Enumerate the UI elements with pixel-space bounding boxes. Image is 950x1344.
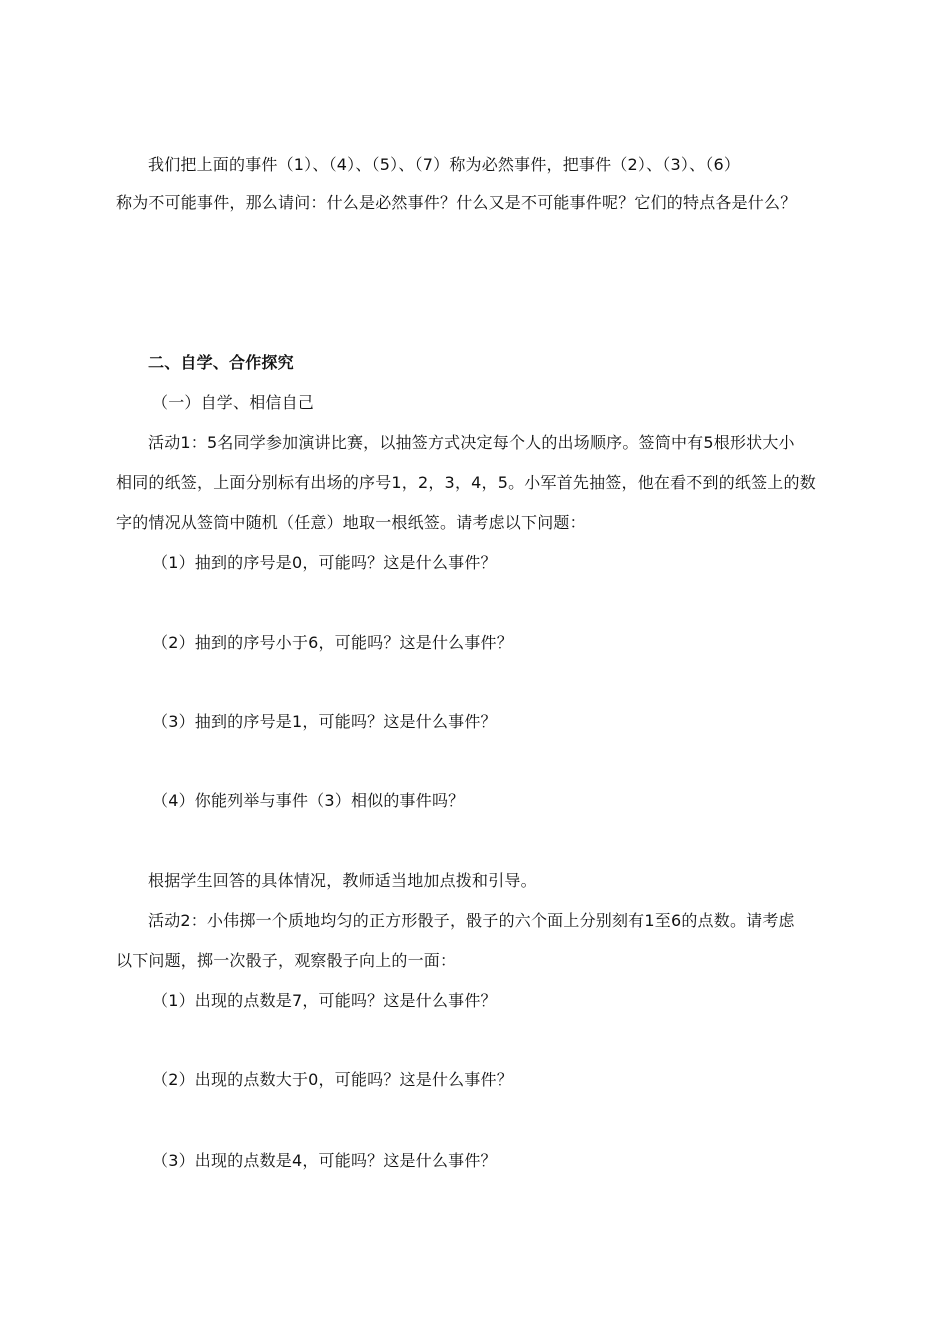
activity1-line-1: 活动1：5名同学参加演讲比赛，以抽签方式决定每个人的出场顺序。签筒中有5根形状大小 (148, 433, 795, 452)
activity1-line-2: 相同的纸签，上面分别标有出场的序号1，2，3，4，5。小军首先抽签，他在看不到的纸签上的数 (116, 473, 816, 492)
activity2-question: （3）出现的点数是4，可能吗？这是什么事件？ (152, 1151, 497, 1170)
activity2-line-2: 以下问题，掷一次骰子，观察骰子向上的一面： (116, 951, 457, 970)
activity1-question: （2）抽到的序号小于6，可能吗？这是什么事件？ (152, 633, 513, 652)
intro-line-2: 称为不可能事件，那么请问：什么是必然事件？什么又是不可能事件呢？它们的特点各是什么？ (116, 193, 797, 212)
intro-line-1: 我们把上面的事件（1）、（4）、（5）、（7）称为必然事件，把事件（2）、（3）、（6） (148, 155, 741, 174)
activity1-question: （3）抽到的序号是1，可能吗？这是什么事件？ (152, 712, 497, 731)
activity2-line-1: 活动2：小伟掷一个质地均匀的正方形骰子，骰子的六个面上分别刻有1至6的点数。请考虑 (148, 911, 795, 930)
activity2-question: （1）出现的点数是7，可能吗？这是什么事件？ (152, 991, 497, 1010)
activity1-question: （4）你能列举与事件（3）相似的事件吗？ (152, 791, 465, 810)
teacher-note: 根据学生回答的具体情况，教师适当地加点拨和引导。 (148, 871, 537, 890)
activity1-line-3: 字的情况从签筒中随机（任意）地取一根纸签。请考虑以下问题： (116, 513, 586, 532)
activity1-question: （1）抽到的序号是0，可能吗？这是什么事件？ (152, 553, 497, 572)
section-subheading: （一）自学、相信自己 (152, 393, 315, 412)
section-heading: 二、自学、合作探究 (148, 353, 294, 372)
activity2-question: （2）出现的点数大于0，可能吗？这是什么事件？ (152, 1070, 513, 1089)
